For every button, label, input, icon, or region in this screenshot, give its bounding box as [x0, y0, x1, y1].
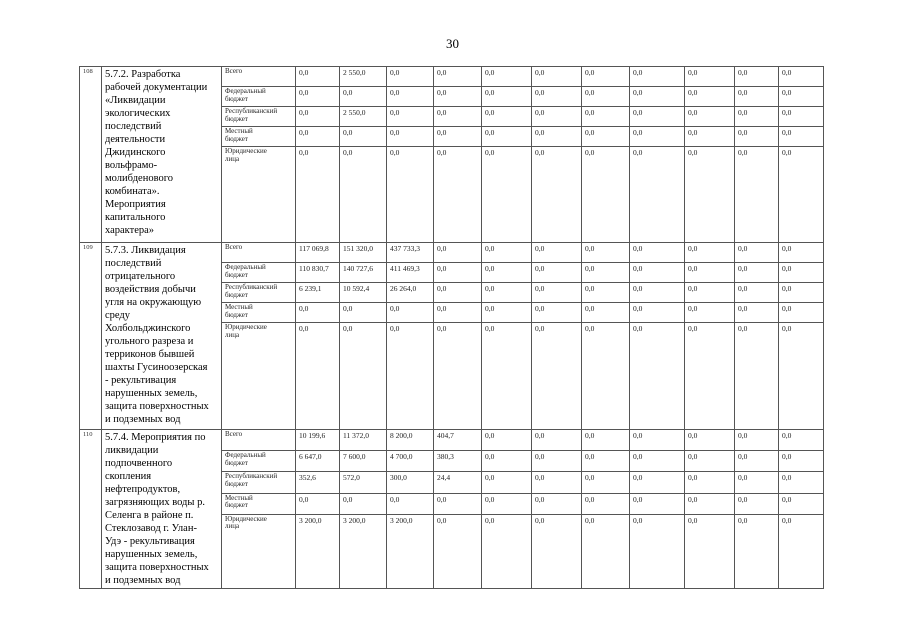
amount-cell: 0,0 [532, 514, 582, 588]
amount-cell: 0,0 [482, 127, 532, 147]
amount-cell: 0,0 [340, 87, 387, 107]
amount-cell: 4 700,0 [387, 451, 434, 472]
amount-cell: 0,0 [296, 107, 340, 127]
amount-cell: 11 372,0 [340, 430, 387, 451]
amount-cell: 0,0 [685, 87, 735, 107]
amount-cell: 3 200,0 [340, 514, 387, 588]
row-number: 109 [80, 243, 102, 430]
amount-cell: 411 469,3 [387, 263, 434, 283]
amount-cell: 0,0 [735, 472, 779, 493]
amount-cell: 0,0 [630, 493, 685, 514]
amount-cell: 0,0 [434, 87, 482, 107]
funding-source: Всего [222, 67, 296, 87]
amount-cell: 0,0 [630, 263, 685, 283]
funding-source: Республиканский бюджет [222, 283, 296, 303]
amount-cell: 0,0 [685, 283, 735, 303]
amount-cell: 110 830,7 [296, 263, 340, 283]
amount-cell: 380,3 [434, 451, 482, 472]
amount-cell: 0,0 [630, 323, 685, 430]
amount-cell: 10 592,4 [340, 283, 387, 303]
amount-cell: 0,0 [482, 283, 532, 303]
amount-cell: 0,0 [735, 127, 779, 147]
amount-cell: 0,0 [532, 472, 582, 493]
amount-cell: 0,0 [482, 67, 532, 87]
amount-cell: 0,0 [296, 493, 340, 514]
amount-cell: 0,0 [685, 67, 735, 87]
amount-cell: 0,0 [685, 451, 735, 472]
amount-cell: 0,0 [582, 107, 630, 127]
amount-cell: 6 239,1 [296, 283, 340, 303]
amount-cell: 0,0 [296, 323, 340, 430]
amount-cell: 0,0 [434, 243, 482, 263]
amount-cell: 0,0 [532, 493, 582, 514]
amount-cell: 0,0 [582, 147, 630, 243]
amount-cell: 0,0 [582, 283, 630, 303]
amount-cell: 0,0 [779, 472, 824, 493]
amount-cell: 0,0 [340, 147, 387, 243]
amount-cell: 7 600,0 [340, 451, 387, 472]
funding-source: Юридические лица [222, 514, 296, 588]
amount-cell: 0,0 [630, 87, 685, 107]
amount-cell: 0,0 [735, 147, 779, 243]
funding-source: Федеральный бюджет [222, 263, 296, 283]
amount-cell: 0,0 [482, 243, 532, 263]
amount-cell: 0,0 [387, 67, 434, 87]
amount-cell: 0,0 [532, 147, 582, 243]
amount-cell: 437 733,3 [387, 243, 434, 263]
amount-cell: 0,0 [296, 87, 340, 107]
funding-source: Федеральный бюджет [222, 87, 296, 107]
amount-cell: 0,0 [296, 67, 340, 87]
amount-cell: 0,0 [582, 263, 630, 283]
amount-cell: 0,0 [779, 514, 824, 588]
amount-cell: 0,0 [735, 451, 779, 472]
amount-cell: 3 200,0 [387, 514, 434, 588]
amount-cell: 0,0 [779, 263, 824, 283]
amount-cell: 0,0 [434, 323, 482, 430]
funding-source: Местный бюджет [222, 127, 296, 147]
amount-cell: 0,0 [630, 283, 685, 303]
amount-cell: 0,0 [630, 514, 685, 588]
amount-cell: 0,0 [434, 514, 482, 588]
amount-cell: 0,0 [685, 243, 735, 263]
amount-cell: 0,0 [582, 87, 630, 107]
amount-cell: 0,0 [685, 472, 735, 493]
amount-cell: 0,0 [582, 303, 630, 323]
amount-cell: 0,0 [735, 323, 779, 430]
amount-cell: 0,0 [779, 127, 824, 147]
amount-cell: 0,0 [482, 472, 532, 493]
amount-cell: 2 550,0 [340, 67, 387, 87]
amount-cell: 0,0 [482, 451, 532, 472]
amount-cell: 6 647,0 [296, 451, 340, 472]
amount-cell: 0,0 [340, 303, 387, 323]
amount-cell: 0,0 [582, 451, 630, 472]
amount-cell: 0,0 [735, 87, 779, 107]
amount-cell: 0,0 [735, 303, 779, 323]
amount-cell: 0,0 [582, 323, 630, 430]
amount-cell: 10 199,6 [296, 430, 340, 451]
amount-cell: 0,0 [582, 127, 630, 147]
amount-cell: 0,0 [630, 303, 685, 323]
amount-cell: 0,0 [387, 107, 434, 127]
activity-name: 5.7.3. Ликвидация последствий отрицательного воздействия добычи угля на окружающую среду Холбольджинского угольного разреза и терриконов бывшей шахты Гусиноозерская - рекультивация нарушенных земель, защита поверхностных и подземных вод [102, 243, 222, 430]
activity-name: 5.7.2. Разработка рабочей документации «Ликвидации экологических последствий деятельности Джидинского вольфрамо- молибденового комбината». Мероприятия капитального характера» [102, 67, 222, 243]
amount-cell: 0,0 [779, 323, 824, 430]
row-number: 110 [80, 430, 102, 589]
page-number: 30 [446, 36, 459, 51]
amount-cell: 0,0 [685, 303, 735, 323]
amount-cell: 0,0 [779, 67, 824, 87]
funding-source: Всего [222, 243, 296, 263]
amount-cell: 0,0 [434, 147, 482, 243]
amount-cell: 0,0 [582, 493, 630, 514]
amount-cell: 0,0 [779, 243, 824, 263]
amount-cell: 0,0 [482, 87, 532, 107]
amount-cell: 0,0 [532, 323, 582, 430]
amount-cell: 0,0 [779, 107, 824, 127]
amount-cell: 0,0 [685, 430, 735, 451]
amount-cell: 24,4 [434, 472, 482, 493]
amount-cell: 0,0 [630, 147, 685, 243]
amount-cell: 0,0 [735, 243, 779, 263]
amount-cell: 117 069,8 [296, 243, 340, 263]
funding-source: Местный бюджет [222, 493, 296, 514]
amount-cell: 0,0 [434, 67, 482, 87]
funding-source: Республиканский бюджет [222, 472, 296, 493]
table-body [80, 67, 824, 589]
amount-cell: 0,0 [296, 303, 340, 323]
amount-cell: 0,0 [482, 493, 532, 514]
amount-cell: 0,0 [532, 263, 582, 283]
amount-cell: 0,0 [532, 67, 582, 87]
amount-cell: 0,0 [779, 493, 824, 514]
amount-cell: 0,0 [532, 430, 582, 451]
amount-cell: 140 727,6 [340, 263, 387, 283]
amount-cell: 0,0 [630, 472, 685, 493]
amount-cell: 0,0 [387, 493, 434, 514]
amount-cell: 0,0 [582, 430, 630, 451]
amount-cell: 0,0 [296, 127, 340, 147]
amount-cell: 2 550,0 [340, 107, 387, 127]
amount-cell: 0,0 [482, 514, 532, 588]
amount-cell: 0,0 [685, 107, 735, 127]
budget-table [79, 66, 824, 589]
amount-cell: 0,0 [387, 127, 434, 147]
amount-cell: 0,0 [434, 107, 482, 127]
amount-cell: 0,0 [387, 87, 434, 107]
amount-cell: 151 320,0 [340, 243, 387, 263]
funding-source: Всего [222, 430, 296, 451]
amount-cell: 0,0 [630, 243, 685, 263]
amount-cell: 0,0 [482, 147, 532, 243]
amount-cell: 0,0 [387, 147, 434, 243]
amount-cell: 0,0 [779, 303, 824, 323]
amount-cell: 0,0 [340, 323, 387, 430]
table-row [80, 430, 824, 451]
row-number: 108 [80, 67, 102, 243]
amount-cell: 0,0 [630, 107, 685, 127]
amount-cell: 8 200,0 [387, 430, 434, 451]
amount-cell: 0,0 [434, 127, 482, 147]
amount-cell: 0,0 [630, 430, 685, 451]
amount-cell: 0,0 [482, 107, 532, 127]
amount-cell: 300,0 [387, 472, 434, 493]
amount-cell: 0,0 [482, 430, 532, 451]
amount-cell: 0,0 [532, 127, 582, 147]
amount-cell: 3 200,0 [296, 514, 340, 588]
amount-cell: 0,0 [296, 147, 340, 243]
table-row [80, 243, 824, 263]
amount-cell: 0,0 [582, 67, 630, 87]
amount-cell: 0,0 [735, 263, 779, 283]
amount-cell: 0,0 [482, 263, 532, 283]
amount-cell: 0,0 [340, 127, 387, 147]
amount-cell: 0,0 [434, 303, 482, 323]
amount-cell: 0,0 [532, 107, 582, 127]
amount-cell: 0,0 [630, 127, 685, 147]
amount-cell: 0,0 [340, 493, 387, 514]
funding-source: Местный бюджет [222, 303, 296, 323]
amount-cell: 0,0 [532, 243, 582, 263]
amount-cell: 0,0 [582, 514, 630, 588]
amount-cell: 0,0 [735, 283, 779, 303]
amount-cell: 0,0 [582, 472, 630, 493]
amount-cell: 0,0 [434, 283, 482, 303]
funding-source: Федеральный бюджет [222, 451, 296, 472]
amount-cell: 0,0 [685, 323, 735, 430]
amount-cell: 0,0 [735, 67, 779, 87]
amount-cell: 0,0 [685, 127, 735, 147]
amount-cell: 0,0 [387, 303, 434, 323]
amount-cell: 0,0 [735, 430, 779, 451]
amount-cell: 572,0 [340, 472, 387, 493]
amount-cell: 0,0 [630, 451, 685, 472]
amount-cell: 0,0 [779, 451, 824, 472]
funding-source: Юридические лица [222, 323, 296, 430]
amount-cell: 0,0 [735, 493, 779, 514]
amount-cell: 0,0 [685, 147, 735, 243]
amount-cell: 0,0 [532, 451, 582, 472]
amount-cell: 0,0 [532, 303, 582, 323]
table-row [80, 67, 824, 87]
funding-source: Республиканский бюджет [222, 107, 296, 127]
amount-cell: 352,6 [296, 472, 340, 493]
amount-cell: 404,7 [434, 430, 482, 451]
amount-cell: 0,0 [735, 514, 779, 588]
amount-cell: 0,0 [532, 283, 582, 303]
activity-name: 5.7.4. Мероприятия по ликвидации подпочвенного скопления нефтепродуктов, загрязняющих воды р. Селенга в районе п. Стеклозавод г. Улан- Удэ - рекультивация нарушенных земель, защита поверхностных и подземных вод [102, 430, 222, 589]
amount-cell: 0,0 [582, 243, 630, 263]
amount-cell: 0,0 [779, 147, 824, 243]
amount-cell: 0,0 [685, 263, 735, 283]
amount-cell: 0,0 [779, 87, 824, 107]
amount-cell: 0,0 [434, 263, 482, 283]
amount-cell: 0,0 [482, 303, 532, 323]
amount-cell: 0,0 [779, 283, 824, 303]
amount-cell: 0,0 [685, 514, 735, 588]
amount-cell: 0,0 [482, 323, 532, 430]
amount-cell: 0,0 [779, 430, 824, 451]
amount-cell: 0,0 [434, 493, 482, 514]
amount-cell: 0,0 [630, 67, 685, 87]
amount-cell: 0,0 [532, 87, 582, 107]
amount-cell: 0,0 [685, 493, 735, 514]
amount-cell: 0,0 [387, 323, 434, 430]
funding-source: Юридические лица [222, 147, 296, 243]
amount-cell: 0,0 [735, 107, 779, 127]
amount-cell: 26 264,0 [387, 283, 434, 303]
